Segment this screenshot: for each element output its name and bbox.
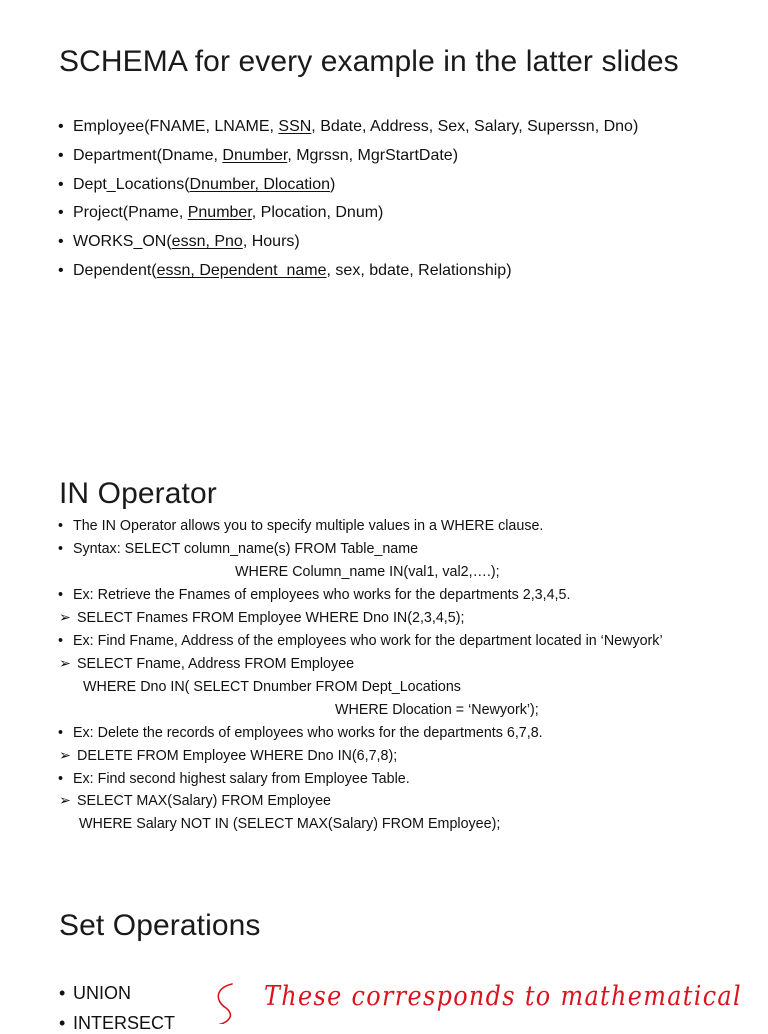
sql-statement: DELETE FROM Employee WHERE Dno IN(6,7,8); (77, 748, 398, 764)
schema-text: , Plocation, Dnum) (251, 204, 384, 221)
bullet-text: Ex: Delete the records of employees who works for the departments 6,7,8. (73, 725, 543, 741)
sql-continuation: WHERE Dno IN( SELECT Dnumber FROM Dept_Locations (83, 679, 461, 695)
arrow-bullet: ➢ (59, 656, 71, 672)
schema-text: , Mgrssn, MgrStartDate) (287, 147, 459, 164)
bullet-dot: • (58, 147, 64, 164)
bullet-dot: • (58, 204, 64, 221)
schema-text: Dependent( (73, 262, 157, 279)
schema-text: Dept_Locations( (73, 176, 190, 193)
arrow-bullet: ➢ (59, 610, 71, 626)
primary-key: essn, Pno (171, 233, 243, 250)
bullet-dot: • (58, 262, 64, 279)
slide3-title: Set Operations (59, 909, 261, 942)
bullet-dot: • (58, 233, 64, 250)
bullet-dot: • (58, 518, 64, 534)
sql-continuation: WHERE Dlocation = ‘Newyork’); (335, 702, 539, 718)
bullet-dot: • (58, 118, 64, 135)
sql-statement: SELECT Fname, Address FROM Employee (77, 656, 355, 672)
bullet-text: Ex: Find Fname, Address of the employees who work for the department located in ‘Newyork’ (73, 633, 663, 649)
primary-key: Pnumber (187, 204, 252, 221)
bullet-text: Syntax: SELECT column_name(s) FROM Table_name (73, 541, 419, 557)
handwritten-note: These corresponds to mathematical (264, 981, 742, 1012)
schema-text: Employee(FNAME, LNAME, (73, 118, 279, 135)
primary-key: Dnumber (222, 147, 288, 164)
bullet-dot: • (58, 633, 64, 649)
slide2-title: IN Operator (59, 477, 217, 510)
bullet-text: Ex: Find second highest salary from Employee Table. (73, 771, 410, 787)
sql-statement: SELECT Fnames FROM Employee WHERE Dno IN(2,3,4,5); (77, 610, 465, 626)
bullet-text: The IN Operator allows you to specify multiple values in a WHERE clause. (73, 518, 544, 534)
set-operation-item: UNION (73, 983, 131, 1003)
set-operation-item: INTERSECT (73, 1013, 176, 1033)
arrow-bullet: ➢ (59, 793, 71, 809)
bullet-dot: • (58, 587, 64, 603)
bullet-dot: • (58, 541, 64, 557)
primary-key: SSN (278, 118, 312, 135)
schema-text: ) (330, 176, 336, 193)
primary-key: essn, Dependent_name (156, 262, 327, 279)
sql-statement: SELECT MAX(Salary) FROM Employee (77, 793, 331, 809)
schema-text: , Hours) (242, 233, 300, 250)
arrow-bullet: ➢ (59, 748, 71, 764)
bullet-dot: • (59, 1013, 66, 1033)
primary-key: Dnumber, Dlocation (189, 176, 331, 193)
schema-text: Project(Pname, (73, 204, 188, 221)
slide1-title: SCHEMA for every example in the latter slides (59, 45, 679, 78)
handwritten-brace (212, 984, 232, 1024)
schema-text: Department(Dname, (73, 147, 223, 164)
bullet-dot: • (58, 176, 64, 193)
schema-text: , Bdate, Address, Sex, Salary, Superssn, Dno) (311, 118, 639, 135)
bullet-dot: • (59, 983, 66, 1003)
bullet-text: Ex: Retrieve the Fnames of employees who works for the departments 2,3,4,5. (73, 587, 571, 603)
bullet-dot: • (58, 725, 64, 741)
sql-continuation: WHERE Salary NOT IN (SELECT MAX(Salary) FROM Employee); (79, 816, 501, 832)
schema-text: WORKS_ON( (73, 233, 172, 250)
schema-text: , sex, bdate, Relationship) (326, 262, 512, 279)
sql-continuation: WHERE Column_name IN(val1, val2,….); (235, 564, 500, 580)
bullet-dot: • (58, 771, 64, 787)
